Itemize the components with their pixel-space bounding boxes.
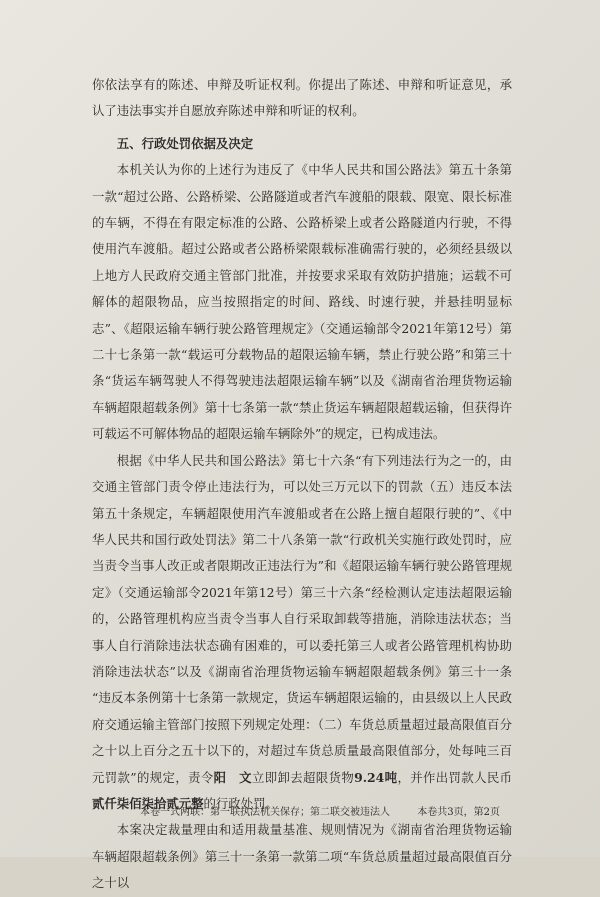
footer-page-number: 本卷共3页，第2页	[417, 807, 500, 818]
party-name: 阳 文	[213, 769, 252, 785]
paragraph-rights: 你依法享有的陈述、申辩及听证权利。你提出了陈述、申辩和听证意见，承认了违法事实并自愿放弃陈述申辩和听证的权利。	[92, 77, 512, 119]
document-body	[92, 72, 512, 897]
paragraph-violation: 本机关认为你的上述行为违反了《中华人民共和国公路法》第五十条第一款“超过公路、公路桥梁、公路隧道或者汽车渡船的限载、限宽、限长标准的车辆，不得在有限定标准的公路、公路桥梁上或者公路隧道内行驶，不得使用汽车渡船。超过公路或者公路桥梁限载标准确需行驶的，必须经县级以上地方人民政府交通主管部门批准，并按要求采取有效防护措施；运载不可解体的超限物品，应当按照指定的时间、路线、时速行驶，并悬挂明显标志”、《超限运输车辆行驶公路管理规定》（交通运输部令2021年第12号）第二十七条第一款“载运可分载物品的超限运输车辆，禁止行驶公路”和第三十条“货运车辆驾驶人不得驾驶违法超限运输车辆”以及《湖南省治理货物运输车辆超限超载条例》第十七条第一款“禁止货运车辆超限超载运输，但获得许可载运不可解体物品的超限运输车辆除外”的规定，已构成违法。	[92, 162, 512, 442]
paragraph-discretion: 本案决定裁量理由和适用裁量基准、规则情况为《湖南省治理货物运输车辆超限超载条例》第三十一条第一款第二项“车货总质量超过最高限值百分之十以	[92, 822, 512, 891]
penalty-text-c: ，并作出罚款人民币	[397, 769, 513, 785]
overload-weight: 9.24吨	[354, 769, 398, 785]
fine-amount: 贰仟柒佰柒拾贰元整	[92, 795, 204, 811]
page-footer	[140, 803, 500, 818]
penalty-text-a: 根据《中华人民共和国公路法》第七十六条“有下列违法行为之一的，由交通主管部门责令停止违法行为，可以处三万元以下的罚款（五）违反本法第五十条规定，车辆超限使用汽车渡船或者在公路上擅自超限行驶的”、《中华人民共和国行政处罚法》第二十八条第一款“行政机关实施行政处罚时，应当责令当事人改正或者限期改正违法行为”和《超限运输车辆行驶公路管理规定》（交通运输部令2021年第12号）第三十六条“经检测认定违法超限运输的，公路管理机构应当责令当事人自行采取卸载等措施，消除违法状态；当事人自行消除违法状态确有困难的，可以委托第三人或者公路管理机构协助消除违法状态”以及《湖南省治理货物运输车辆超限超载条例》第三十一条 “违反本条例第十七条第一款规定，货运车辆超限运输的，由县级以上人民政府交通运输主管部门按照下列规定处理：（二）车货总质量超过最高限值百分之十以上百分之五十以下的，对超过车货总质量最高限值部分，处每吨三百元罚款”的规定，责令	[92, 452, 512, 785]
footer-copies-note: 本卷一式两联：第一联执法机关保存；第二联交被违法人	[140, 807, 390, 818]
penalty-text-b: 立即卸去超限货物	[251, 769, 355, 785]
section-heading: 五、行政处罚依据及决定	[116, 135, 254, 151]
penalty-text-d: 的行政处罚。	[203, 795, 278, 811]
paragraph-penalty	[92, 448, 512, 818]
